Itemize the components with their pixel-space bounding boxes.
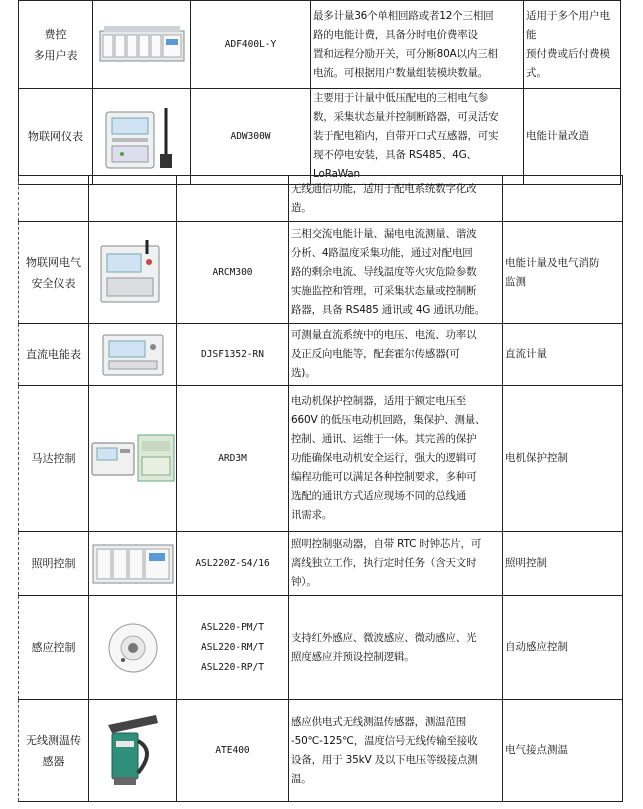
product-description: 主要用于计量中低压配电的三相电气参 数，采集状态量并控制断路器，可灵活安 装于配电箱内，自带开口式互感器，可实 现不停电安装，具备 RS485、4G、LoRaWan — [311, 89, 524, 185]
product-use: 直流计量 — [503, 324, 623, 386]
product-model: ADW300W — [191, 89, 311, 185]
product-image — [89, 324, 177, 386]
product-name: 直流电能表 — [19, 324, 89, 386]
product-table-lower — [18, 175, 623, 802]
product-name: 物联网仪表 — [19, 89, 93, 185]
product-table-upper — [18, 0, 621, 185]
temperature-sensor-icon — [98, 711, 168, 791]
product-model: ASL220Z-S4/16 — [177, 532, 289, 596]
product-model: ATE400 — [177, 700, 289, 802]
product-description: 无线通信功能，适用于配电系统数字化改 造。 — [289, 176, 503, 222]
product-name — [19, 176, 89, 222]
product-use: 照明控制 — [503, 532, 623, 596]
product-image — [93, 1, 191, 89]
product-image — [89, 700, 177, 802]
product-model — [177, 176, 289, 222]
product-model: ADF400L-Y — [191, 1, 311, 89]
table-row — [19, 89, 621, 185]
product-model: ASL220-PM/T ASL220-RM/T ASL220-RP/T — [177, 596, 289, 700]
product-description: 感应供电式无线测温传感器，测温范围 -50℃-125℃，温度信号无线传输至接收 设备，用于 35kV 及以下电压等级接点测 温。 — [289, 700, 503, 802]
product-name: 无线测温传 感器 — [19, 700, 89, 802]
sensor-icon — [103, 616, 163, 680]
product-use: 电能计量及电气消防 监测 — [503, 222, 623, 324]
motor-protector-icon — [90, 429, 176, 489]
table-row — [19, 596, 623, 700]
dc-meter-icon — [97, 331, 169, 379]
product-model: ARCM300 — [177, 222, 289, 324]
product-use: 自动感应控制 — [503, 596, 623, 700]
product-description: 可测量直流系统中的电压、电流、功率以 及正反向电能等，配套霍尔传感器(可 选)。 — [289, 324, 503, 386]
table-row — [19, 222, 623, 324]
product-description: 三相交流电能计量、漏电电流测量、谐波 分析、4路温度采集功能，通过对配电回 路的剩余电流、导线温度等火灾危险参数 实施监控和管理，可采集状态量或控制断 路器，具备 RS485 通讯或 4G 通讯功能。 — [289, 222, 503, 324]
product-name: 照明控制 — [19, 532, 89, 596]
table-row — [19, 176, 623, 222]
iot-meter-icon — [102, 102, 182, 172]
product-name: 感应控制 — [19, 596, 89, 700]
lighting-controller-icon — [91, 541, 175, 587]
product-model: ARD3M — [177, 386, 289, 532]
electrical-safety-meter-icon — [97, 238, 169, 308]
product-description: 电动机保护控制器，适用于额定电压至 660V 的低压电动机回路，集保护、测量、 控制、通讯、运维于一体。其完善的保护 功能确保电动机安全运行，强大的逻辑可 编程功能可以满足各种控制要求，多种可 选配的通讯方式适应现场不同的总线通 讯需求。 — [289, 386, 503, 532]
product-image — [89, 386, 177, 532]
product-use: 电能计量改造 — [524, 89, 621, 185]
product-image — [89, 532, 177, 596]
product-image — [93, 89, 191, 185]
product-description: 最多计量36个单相回路或者12个三相回 路的电能计费，具备分时电价费率设 置和远程分励开关，可分断80A以内三相 电流。可根据用户数量组装模块数量。 — [311, 1, 524, 89]
product-image — [89, 222, 177, 324]
table-row — [19, 1, 621, 89]
product-description: 照明控制驱动器，自带 RTC 时钟芯片，可 离线独立工作，执行定时任务（含天文时 钟）。 — [289, 532, 503, 596]
product-name: 物联网电气 安全仪表 — [19, 222, 89, 324]
product-image — [89, 176, 177, 222]
multi-user-meter-icon — [99, 25, 185, 65]
product-model: DJSF1352-RN — [177, 324, 289, 386]
product-image — [89, 596, 177, 700]
product-use: 电机保护控制 — [503, 386, 623, 532]
product-use: 电气接点测温 — [503, 700, 623, 802]
product-use: 适用于多个用户电能 预付费或后付费模式。 — [524, 1, 621, 89]
table-row — [19, 700, 623, 802]
table-row — [19, 386, 623, 532]
table-row — [19, 324, 623, 386]
product-name: 费控 多用户表 — [19, 1, 93, 89]
product-description: 支持红外感应、微波感应、微动感应、光 照度感应并预设控制逻辑。 — [289, 596, 503, 700]
product-name: 马达控制 — [19, 386, 89, 532]
product-use — [503, 176, 623, 222]
table-row — [19, 532, 623, 596]
